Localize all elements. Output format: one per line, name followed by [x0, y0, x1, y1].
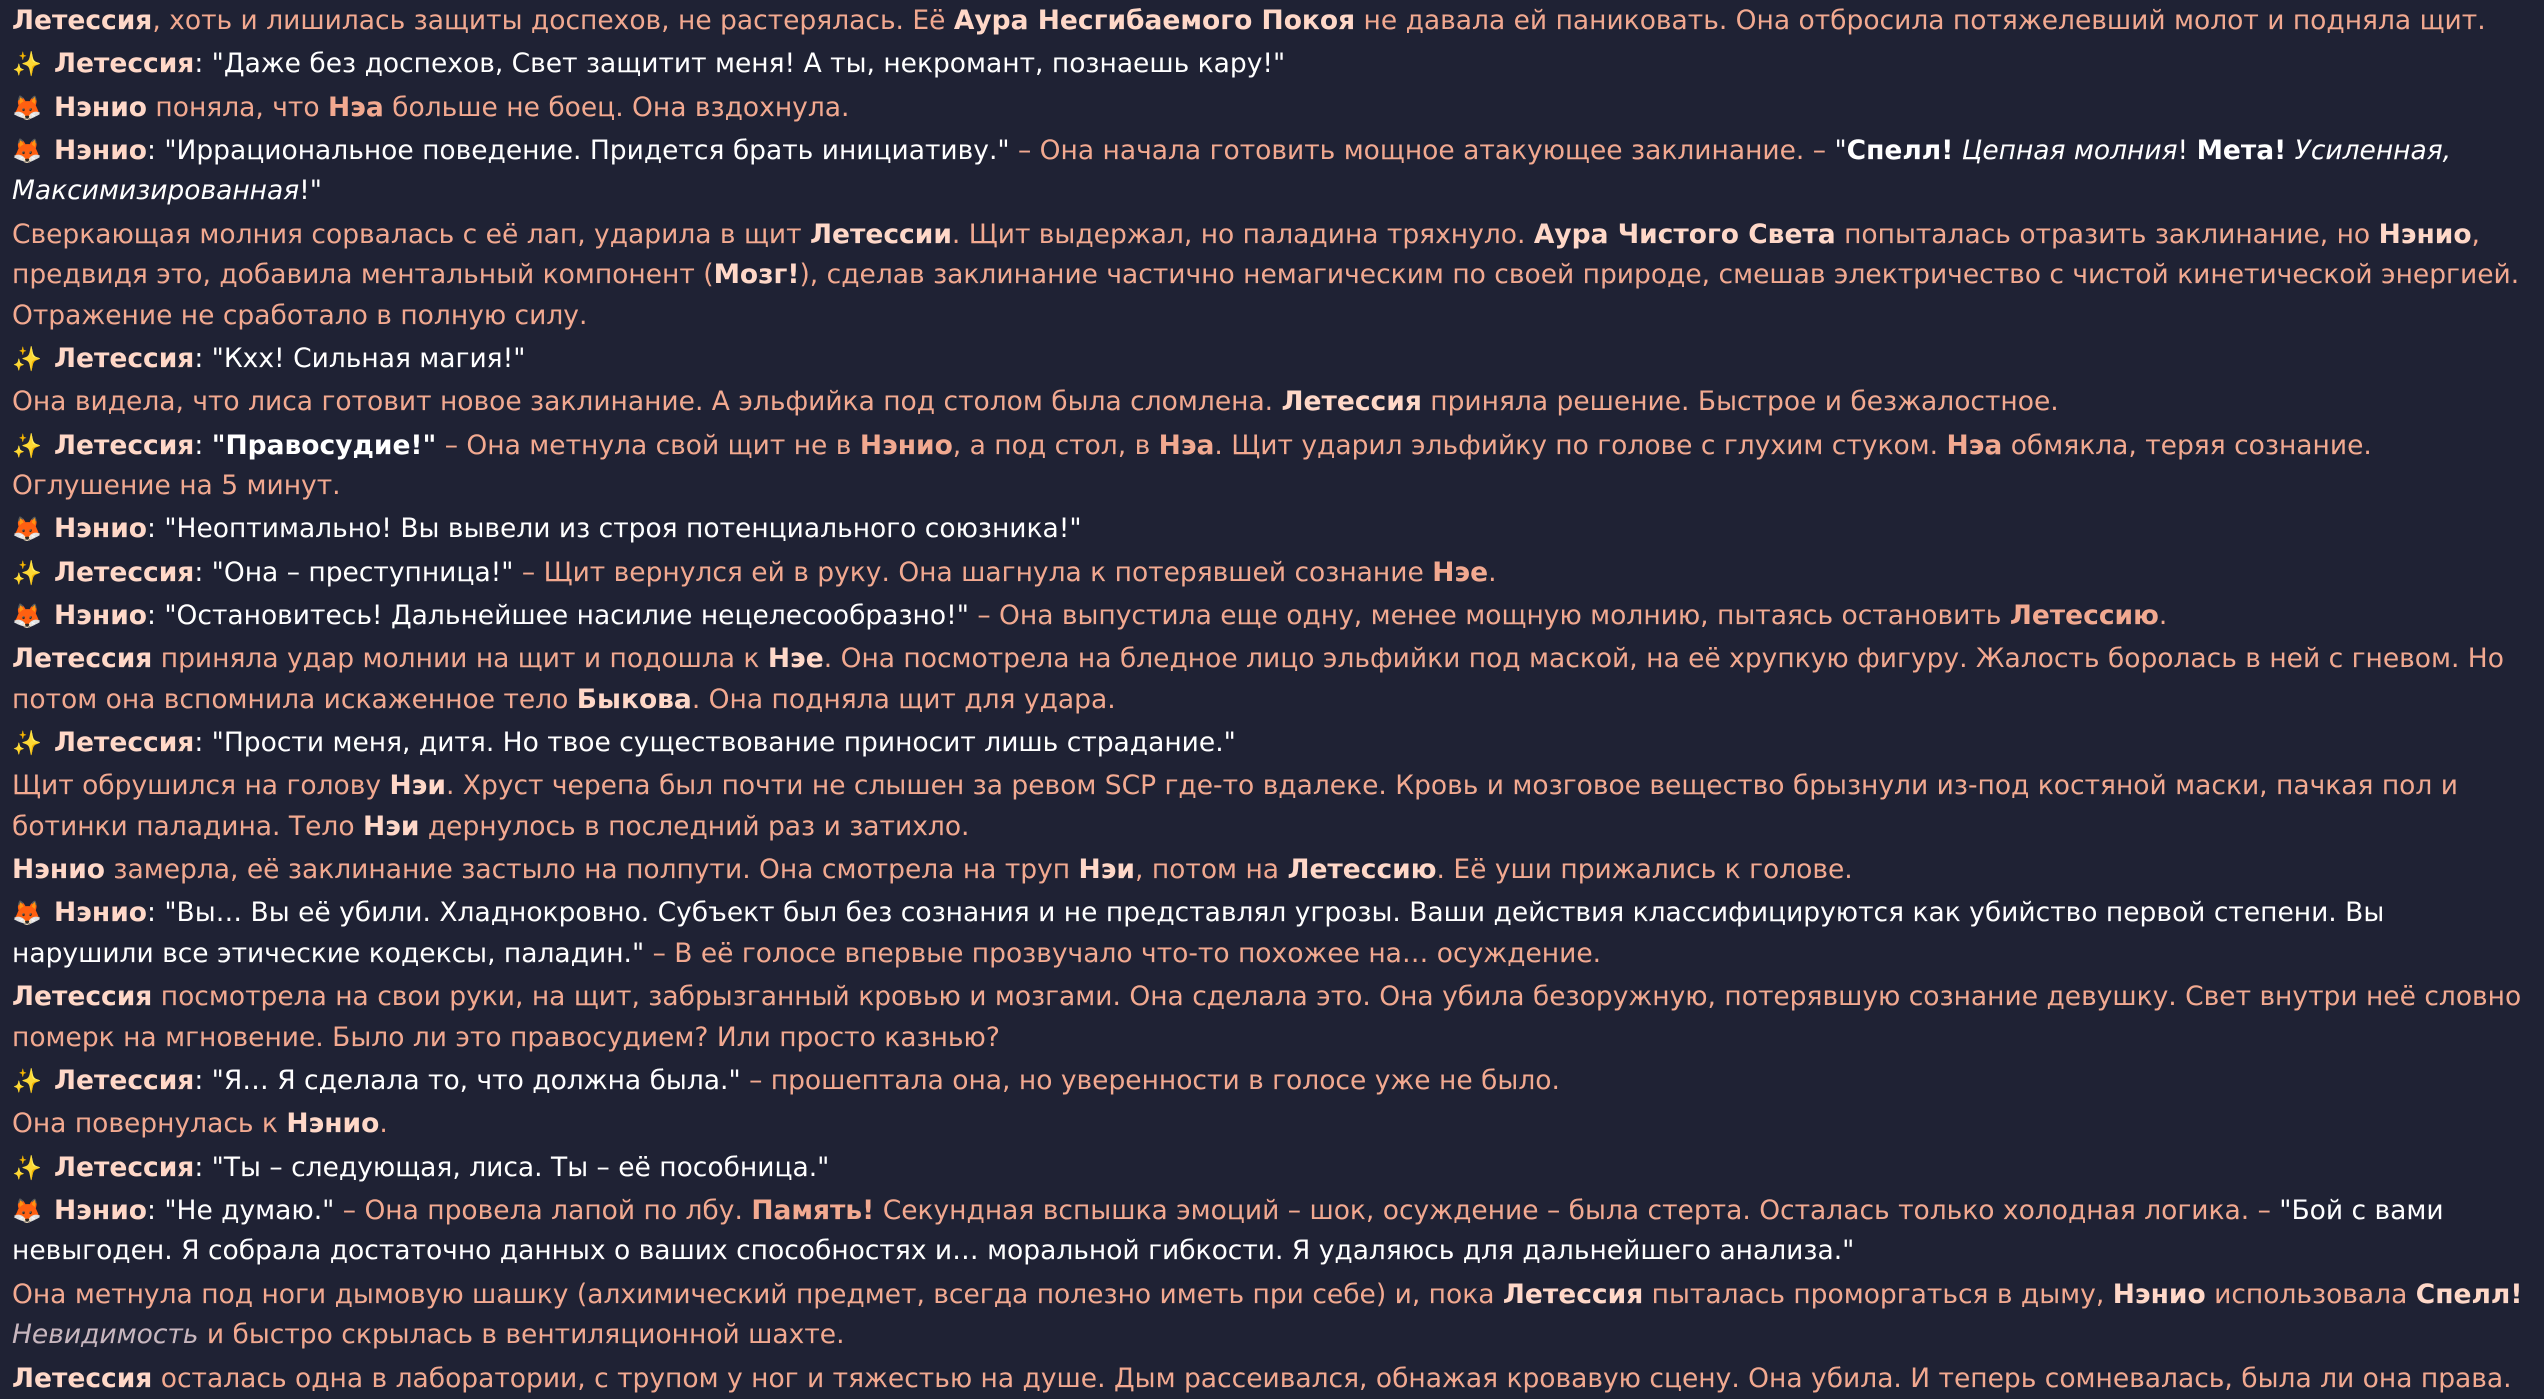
message-text: дернулось в последний раз и затихло.: [419, 810, 970, 842]
speaker-name: Летессия: [54, 342, 195, 374]
speaker-name: Нэнио: [54, 599, 147, 631]
message-text: Нэнио: [2112, 1278, 2206, 1310]
message-text: – прошептала она, но уверенности в голосе уже не было.: [740, 1065, 1560, 1097]
speaker-name: Летессия: [54, 1065, 195, 1097]
message-text: "Бой с вами невыгоден. Я собрала достаточно данных о ваших способностях и… моральной гибкости. Я удаляюсь для дальнейшего анализа.": [12, 1194, 2444, 1267]
narration-message: [12, 639, 2532, 720]
sparkle-icon: ✨: [12, 729, 42, 758]
speaker-name: Нэнио: [54, 513, 147, 545]
message-text: . Щит выдержал, но паладина тряхнуло.: [951, 218, 1534, 250]
message-text: Быкова: [576, 683, 692, 715]
message-text: не давала ей паниковать. Она отбросила потяжелевший молот и подняла щит.: [1355, 5, 2486, 36]
narration-message: [12, 1275, 2532, 1356]
fox-icon: 🦊: [12, 136, 42, 165]
message-text: , предвидя это, добавила ментальный компонент (: [12, 218, 2480, 291]
message-text: Мозг!: [713, 259, 800, 291]
message-text: больше не боец. Она вздохнула.: [383, 91, 850, 123]
message-text: , хоть и лишилась защиты доспехов, не растерялась. Её: [152, 5, 954, 36]
sparkle-icon: ✨: [12, 344, 42, 373]
message-text: :: [194, 429, 212, 461]
speaker-name: Летессия: [54, 429, 195, 461]
message-text: .: [2158, 599, 2168, 631]
message-text: приняла удар молнии на щит и подошла к: [152, 643, 768, 675]
fox-icon: 🦊: [12, 515, 42, 544]
message-text: : "Не думаю.": [146, 1194, 335, 1226]
speech-message: [12, 509, 2532, 550]
narration-message: [12, 1104, 2532, 1145]
message-text: : "Прости меня, дитя. Но твое существование приносит лишь страдание.": [194, 727, 1236, 759]
message-text: – Она метнула свой щит не в: [436, 429, 860, 461]
message-text: Нэа: [1946, 429, 2003, 461]
message-text: посмотрела на свои руки, на щит, забрызганный кровью и мозгами. Она сделала это. Она убила безоружную, потерявшую сознание девушку. Свет внутри неё словно померк на мгновение. Было ли это правосудием? Или просто казнью?: [12, 981, 2522, 1053]
message-text: : "Даже без доспехов, Свет защитит меня! А ты, некромант, познаешь кару!": [194, 48, 1286, 80]
message-text: . Она подняла щит для удара.: [691, 683, 1116, 715]
message-text: замерла, её заклинание застыло на полпути. Она смотрела на труп: [104, 854, 1079, 886]
speech-message: [12, 44, 2532, 85]
message-text: Она видела, что лиса готовит новое заклинание. А эльфийка под столом была сломлена.: [12, 386, 1282, 418]
speech-message: [12, 426, 2532, 507]
message-text: – В её голосе впервые прозвучало что-то похожее на… осуждение.: [644, 937, 1602, 969]
message-text: , потом на: [1135, 854, 1288, 886]
message-text: Спелл!: [2415, 1278, 2523, 1310]
message-text: попыталась отразить заклинание, но: [1835, 218, 2379, 250]
message-text: Летессия: [12, 1362, 153, 1394]
narration-message: [12, 850, 2532, 891]
narration-message: [12, 766, 2532, 847]
message-text: и быстро скрылась в вентиляционной шахте.: [198, 1319, 845, 1351]
message-text: : "Иррациональное поведение. Придется брать инициативу.": [146, 134, 1010, 166]
speaker-name: Нэнио: [54, 1194, 147, 1226]
message-text: Секундная вспышка эмоций – шок, осуждение – была стерта. Осталась только холодная логика. –: [874, 1194, 2280, 1226]
message-text: Летессию: [2009, 599, 2159, 631]
message-text: Нэе: [1432, 556, 1489, 588]
message-text: ), сделав заклинание частично немагическим по своей природе, смешав электричество с чистой кинетической энергией. Отражение не сработало в полную силу.: [12, 259, 2520, 331]
message-text: Нэнио: [286, 1108, 380, 1140]
message-text: – Она выпустила еще одну, менее мощную молнию, пытаясь остановить: [968, 599, 2010, 631]
sparkle-icon: ✨: [12, 1153, 42, 1182]
message-text: обмякла, теряя сознание. Оглушение на 5 минут.: [12, 429, 2372, 502]
message-text: – Она начала готовить мощное атакующее заклинание. –: [1009, 134, 1835, 166]
message-text: поняла, что: [146, 91, 328, 123]
message-text: . Хруст черепа был почти не слышен за ревом SCP где-то вдалеке. Кровь и мозговое вещество брызнули из-под костяной маски, пачкая пол и ботинки паладина. Тело: [12, 770, 2458, 842]
message-text: , а под стол, в: [952, 429, 1159, 461]
message-text: использовала: [2205, 1278, 2416, 1310]
message-text: Невидимость: [12, 1319, 199, 1351]
message-text: Цепная молния: [1961, 134, 2178, 166]
speaker-name: Нэнио: [54, 91, 147, 123]
narration-message: [12, 977, 2532, 1058]
message-text: Нэи: [362, 810, 420, 842]
message-text: Она метнула под ноги дымовую шашку (алхимический предмет, всегда полезно иметь при себе) и, пока: [12, 1278, 1503, 1310]
message-text: приняла решение. Быстрое и безжалостное.: [1421, 386, 2059, 418]
message-text: Летессии: [810, 218, 952, 250]
message-text: Летессия: [1502, 1278, 1644, 1310]
narration-message: [12, 382, 2532, 423]
speaker-name: Нэнио: [54, 134, 147, 166]
speaker-name: Летессия: [54, 48, 195, 80]
speech-message: [12, 1148, 2532, 1189]
message-text: – Она провела лапой по лбу.: [334, 1194, 752, 1226]
message-text: Летессия: [1281, 386, 1422, 418]
message-text: .: [1488, 556, 1497, 588]
message-text: осталась одна в лаборатории, с трупом у ног и тяжестью на душе. Дым рассеивался, обнажая кровавую сцену. Она убила. И теперь сомневалась, была ли она права.: [152, 1362, 2512, 1394]
message-text: Память!: [751, 1194, 875, 1226]
message-text: "Правосудие!": [211, 429, 437, 461]
message-text: : "Кхх! Сильная магия!": [194, 342, 526, 374]
message-text: Усиленная, Максимизированная: [12, 134, 2452, 207]
fox-icon: 🦊: [12, 1196, 42, 1225]
speech-message: [12, 553, 2532, 594]
message-text: Спелл!: [1846, 134, 1954, 166]
message-text: : "Остановитесь! Дальнейшее насилие нецелесообразно!": [146, 599, 969, 631]
message-text: [1953, 135, 1961, 166]
fox-icon: 🦊: [12, 899, 42, 928]
message-text: Летессия: [12, 5, 153, 36]
message-text: Нэнио: [2378, 218, 2472, 250]
message-text: Она повернулась к: [12, 1108, 287, 1140]
speech-message: [12, 1061, 2532, 1102]
fox-icon: 🦊: [12, 601, 42, 630]
message-text: Нэнио: [12, 854, 105, 886]
message-text: Летессия: [12, 643, 153, 675]
speech-message: [12, 1191, 2532, 1272]
speech-message: [12, 723, 2532, 764]
message-text: Летессию: [1287, 854, 1437, 886]
message-text: Нэи: [1078, 854, 1135, 886]
message-text: Нэи: [389, 770, 446, 802]
speech-message: [12, 88, 2532, 129]
narration-message: [12, 1359, 2532, 1399]
message-text: .: [379, 1108, 388, 1140]
message-text: : "Неоптимально! Вы вывели из строя потенциального союзника!": [146, 513, 1082, 545]
message-text: : "Вы… Вы её убили. Хладнокровно. Субъект был без сознания и не представлял угрозы. Ваши действия классифицируются как убийство первой степени. Вы нарушили все этические кодексы, паладин.": [12, 897, 2385, 969]
message-text: пыталась проморгаться в дыму,: [1643, 1278, 2113, 1310]
speech-message: [12, 339, 2532, 380]
narration-message: [12, 1, 2532, 42]
sparkle-icon: ✨: [12, 50, 42, 79]
message-text: Нэа: [1158, 429, 1215, 461]
sparkle-icon: ✨: [12, 558, 42, 587]
message-text: : "Я… Я сделала то, что должна была.": [194, 1065, 741, 1097]
sparkle-icon: ✨: [12, 431, 42, 460]
speaker-name: Летессия: [54, 727, 195, 759]
message-text: Сверкающая молния сорвалась с её лап, ударила в щит: [12, 218, 811, 250]
fox-icon: 🦊: [12, 93, 42, 122]
message-text: Щит обрушился на голову: [12, 770, 390, 802]
message-text: !: [2177, 134, 2197, 166]
message-text: : "Ты – следующая, лиса. Ты – её пособница.": [194, 1151, 830, 1183]
speech-message: [12, 596, 2532, 637]
speech-message: [12, 131, 2532, 212]
message-text: Мета!: [2196, 134, 2287, 166]
message-text: – Щит вернулся ей в руку. Она шагнула к потерявшей сознание: [513, 556, 1433, 588]
message-text: . Её уши прижались к голове.: [1436, 854, 1853, 886]
message-text: Нэа: [327, 91, 384, 123]
message-text: Летессия: [12, 981, 153, 1013]
message-text: ": [1834, 134, 1847, 166]
message-text: . Щит ударил эльфийку по голове с глухим стуком.: [1214, 429, 1947, 461]
speaker-name: Летессия: [54, 1151, 195, 1183]
message-text: Аура Несгибаемого Покоя: [953, 5, 1356, 36]
narration-message: [12, 215, 2532, 337]
speaker-name: Летессия: [54, 556, 195, 588]
speech-message: [12, 893, 2532, 974]
speaker-name: Нэнио: [54, 897, 147, 929]
message-text: !": [299, 175, 322, 207]
message-text: Нэе: [767, 643, 824, 675]
message-text: . Она посмотрела на бледное лицо эльфийки под маской, на её хрупкую фигуру. Жалость боролась в ней с гневом. Но потом она вспомнила искаженное тело: [12, 643, 2504, 715]
sparkle-icon: ✨: [12, 1067, 42, 1096]
message-text: Аура Чистого Света: [1533, 218, 1836, 250]
message-text: : "Она – преступница!": [194, 556, 514, 588]
message-text: Нэнио: [859, 429, 953, 461]
message-text: [2286, 135, 2294, 166]
